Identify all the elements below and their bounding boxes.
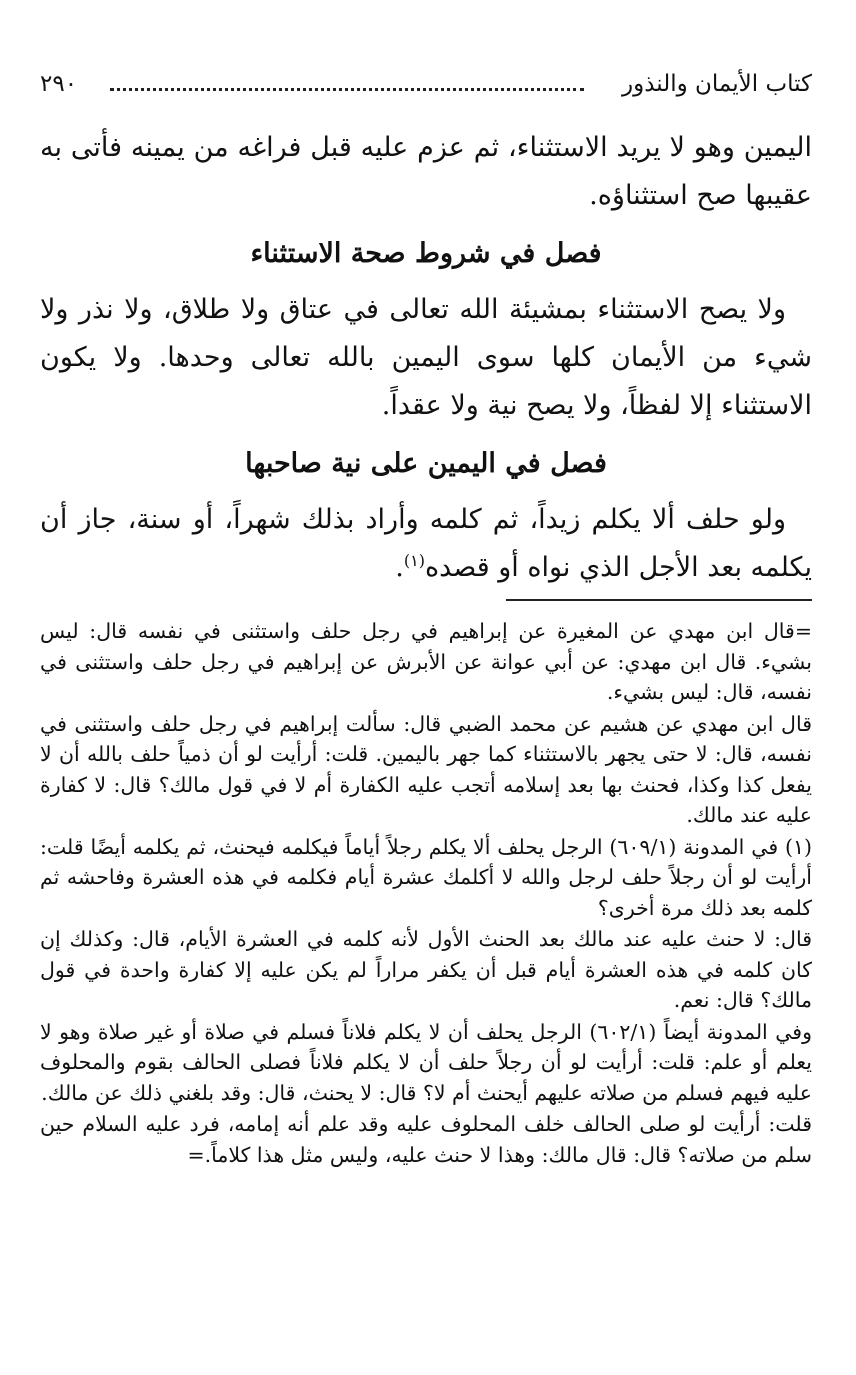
running-header <box>40 64 812 104</box>
section-heading-intention: فصل في اليمين على نية صاحبها <box>245 448 607 479</box>
section-heading-conditions: فصل في شروط صحة الاستثناء <box>250 238 602 269</box>
book-title: كتاب الأيمان والنذور <box>621 71 812 97</box>
footnote-reference[interactable]: (١) <box>403 551 425 570</box>
paragraph-continuation: اليمين وهو لا يريد الاستثناء، ثم عزم عليه قبل فراغه من يمينه فأتى به عقيبها صح استثناؤه. <box>40 132 812 211</box>
footnote-separator <box>506 599 812 601</box>
main-text <box>40 124 812 592</box>
paragraph-intention <box>40 496 812 592</box>
paragraph-conditions: ولا يصح الاستثناء بمشيئة الله تعالى في عتاق ولا طلاق، ولا نذر ولا شيء من الأيمان كلها سوى اليمين بالله تعالى وحدها. ولا يكون الاستثناء إلا لفظاً، ولا يصح نية ولا عقداً. <box>40 294 812 421</box>
footnote-continuation-2: قال ابن مهدي عن هشيم عن محمد الضبي قال: سألت إبراهيم في رجل حلف واستثنى في نفسه، قال: لا حتى يجهر بالاستثناء كما جهر باليمين. قلت: أرأيت لو أن ذمياً حلف بالله أن لا يفعل كذا وكذا، فحنث بها بعد إسلامه أتجب عليه الكفارة أم لا في قول مالك؟ قال: لا كفارة عليه عند مالك. <box>40 711 812 827</box>
page-number: ٢٩٠ <box>40 71 78 97</box>
footnote-continuation-1: =قال ابن مهدي عن المغيرة عن إبراهيم في رجل حلف واستثنى في نفسه قال: ليس بشيء. قال ابن مهدي: عن أبي عوانة عن الأبرش عن إبراهيم في رجل حلف واستثنى في نفسه، قال: ليس بشيء. <box>40 619 812 704</box>
footnote-1-part-b: قال: لا حنث عليه عند مالك بعد الحنث الأول لأنه كلمه في العشرة الأيام، قال: وكذلك إن كان كلمه في هذه العشرة أيام قبل أن يكفر مراراً لم يكن عليه إلا كفارة واحدة في قول مالك؟ قال: نعم. <box>40 927 812 1012</box>
paragraph-intention-text: ولو حلف ألا يكلم زيداً، ثم كلمه وأراد بذلك شهراً، أو سنة، جاز أن يكلمه بعد الأجل الذي نواه أو قصده <box>40 504 812 583</box>
footnote-1-part-d: قلت: أرأيت لو صلى الحالف خلف المحلوف عليه وقد علم أنه إمامه، فرد عليه السلام حين سلم من صلاته؟ قال: قال مالك: وهذا لا حنث عليه، وليس مثل هذا كلاماً.= <box>40 1112 812 1167</box>
leader-dots <box>110 70 584 91</box>
paragraph-intention-end: . <box>395 552 404 583</box>
book-page <box>40 0 812 1375</box>
footnotes <box>40 616 812 1171</box>
footnote-1-part-a: (١) في المدونة (٦٠٩/١) الرجل يحلف ألا يكلم رجلاً أياماً فيكلمه فيحنث، ثم يكلمه أيضًا قلت: أرأيت لو أن رجلاً حلف لرجل والله لا أكلمك عشرة أيام فكلمه في هذه العشرة وفاحشه ثم كلمه بعد ذلك مرة أخرى؟ <box>40 834 812 920</box>
footnote-1-part-c: وفي المدونة أيضاً (٦٠٢/١) الرجل يحلف أن لا يكلم فلاناً فسلم في صلاة أو غير صلاة وهو لا يعلم أو علم: قلت: أرأيت لو أن رجلاً حلف أن لا يكلم فلاناً فصلى الحالف بقوم والمحلوف عليه فيهم فسلم من صلاته عليهم أيحنث أم لا؟ قال: لا يحنث، قال: وقد بلغني ذلك عن مالك. <box>40 1019 812 1105</box>
